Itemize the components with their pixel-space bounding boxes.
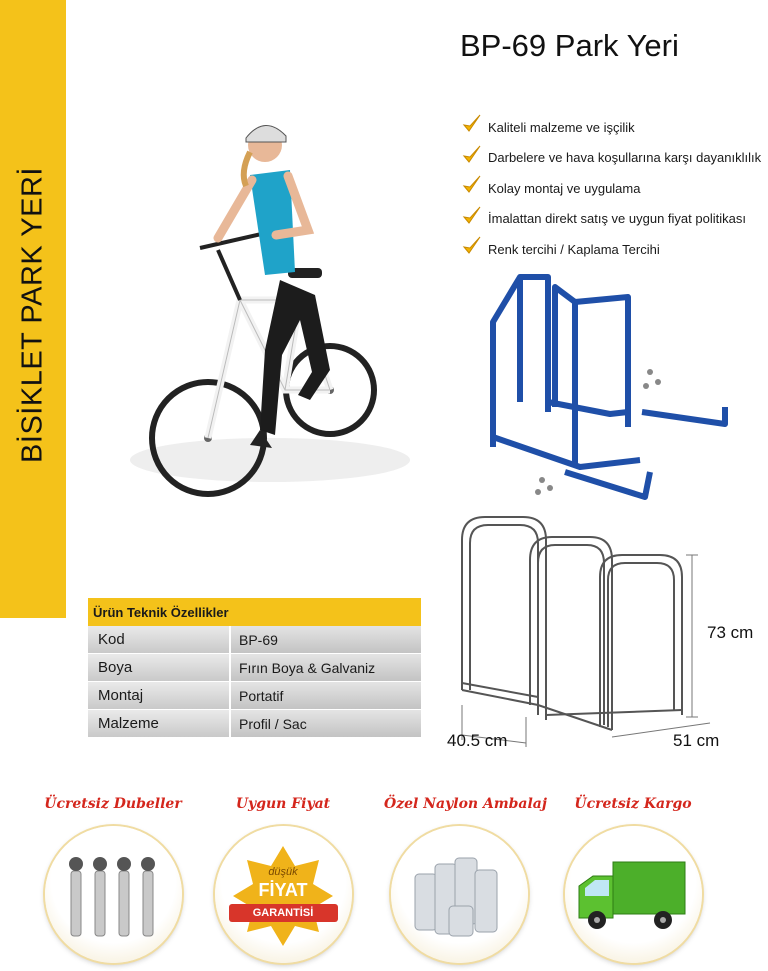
wall-plugs-icon — [45, 826, 182, 963]
spec-row — [88, 682, 421, 710]
feature-item — [462, 173, 762, 204]
badge-nylon-packaging — [384, 796, 547, 963]
rack-parts-drawing — [460, 262, 760, 520]
spec-table — [88, 598, 421, 738]
side-band-title: BİSİKLET PARK YERİ — [16, 167, 49, 463]
badge-circle — [215, 826, 352, 963]
spec-row — [88, 710, 421, 738]
badge-good-price — [208, 796, 358, 963]
checkmark-icon — [462, 174, 482, 196]
checkmark-icon — [462, 144, 482, 166]
height-dimension: 73 cm — [707, 623, 754, 642]
feature-item — [462, 234, 762, 265]
feature-text: İmalattan direkt satış ve uygun fiyat politikası — [488, 211, 746, 227]
spec-key: Boya — [88, 654, 231, 681]
spec-value: Fırın Boya & Galvaniz — [231, 654, 421, 681]
spec-row — [88, 626, 421, 654]
nylon-rolls-icon — [391, 826, 528, 963]
side-band — [0, 0, 66, 618]
badge-label: Ücretsiz Kargo — [574, 796, 692, 812]
checkmark-icon — [462, 235, 482, 257]
cargo-truck-icon — [565, 826, 702, 963]
price-badge-middle: FİYAT — [258, 880, 308, 900]
spec-value: Portatif — [231, 682, 421, 709]
feature-text: Darbelere ve hava koşullarına karşı dayanıklılık — [488, 150, 762, 166]
depth-dimension: 51 cm — [673, 731, 720, 750]
feature-text: Renk tercihi / Kaplama Tercihi — [488, 241, 660, 257]
feature-item — [462, 204, 762, 235]
badge-circle — [45, 826, 182, 963]
price-badge-bottom: GARANTİSİ — [252, 907, 314, 919]
badge-label: Uygun Fiyat — [235, 796, 331, 812]
spec-key: Montaj — [88, 682, 231, 709]
spec-value: Profil / Sac — [231, 710, 421, 737]
spec-key: Malzeme — [88, 710, 231, 737]
width-dimension: 40.5 cm — [447, 731, 508, 750]
spec-row — [88, 654, 421, 682]
feature-list — [462, 112, 762, 265]
feature-item — [462, 143, 762, 174]
badge-label: Özel Naylon Ambalaj — [384, 796, 547, 812]
feature-item — [462, 112, 762, 143]
checkmark-icon — [462, 113, 482, 135]
badge-circle — [391, 826, 528, 963]
cyclist-photo — [100, 100, 420, 520]
spec-key: Kod — [88, 626, 231, 653]
badge-free-plugs — [38, 796, 188, 963]
feature-text: Kolay montaj ve uygulama — [488, 180, 641, 196]
badge-label: Ücretsiz Dubeller — [44, 796, 182, 812]
spec-value: BP-69 — [231, 626, 421, 653]
checkmark-icon — [462, 205, 482, 227]
badge-circle — [565, 826, 702, 963]
price-badge-top: düşük — [268, 866, 298, 878]
badge-free-shipping — [558, 796, 708, 963]
spec-heading: Ürün Teknik Özellikler — [88, 598, 421, 626]
feature-text: Kaliteli malzeme ve işçilik — [488, 119, 635, 135]
page-title: BP-69 Park Yeri — [460, 28, 679, 63]
